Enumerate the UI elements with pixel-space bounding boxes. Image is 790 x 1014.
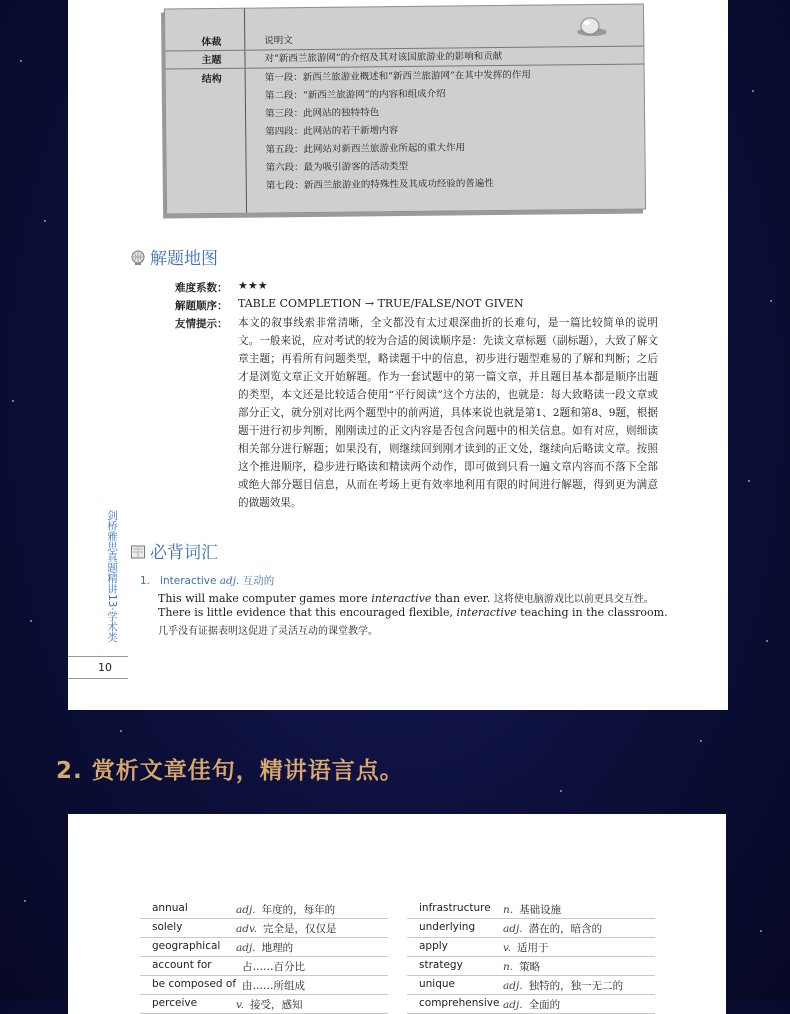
book-icon <box>130 544 146 560</box>
example-sentence-1: This will make computer games more interactive than ever. 这将使电脑游戏比以前更具交互性。 <box>158 592 654 605</box>
table-row: geographical adj. 地理的 <box>140 938 388 957</box>
book-page-top <box>68 0 728 710</box>
book-side-title: 剑桥雅思真题精讲13·学术类 <box>106 510 118 643</box>
difficulty-label: 难度系数： <box>175 282 228 294</box>
summary-row-para4: 第四段：此网站的若干新增内容 <box>265 125 399 138</box>
summary-row-para6: 第六段：最为吸引游客的活动类型 <box>265 160 409 174</box>
tips-label: 友情提示： <box>175 318 228 330</box>
word-table-left <box>140 900 388 1014</box>
word-table-right <box>407 900 655 1014</box>
globe-icon <box>130 250 146 266</box>
summary-row-genre: 体裁 说明文 <box>165 29 643 52</box>
table-row: perceive v. 接受，感知 <box>140 995 388 1014</box>
divider <box>68 656 128 657</box>
section-heading: 2. 赏析文章佳句，精讲语言点。 <box>56 758 404 784</box>
table-row: infrastructure n. 基础设施 <box>407 900 655 919</box>
table-row: apply v. 适用于 <box>407 938 655 957</box>
summary-row-para5: 第五段：此网站对新西兰旅游业所起的重大作用 <box>265 142 465 156</box>
pushpin-icon <box>572 16 608 38</box>
summary-row-structure: 结构 第一段：新西兰旅游业概述和“新西兰旅游网”在其中发挥的作用 <box>201 69 531 86</box>
table-row: solely adv. 完全是，仅仅是 <box>140 919 388 938</box>
table-row: unique adj. 独特的，独一无二的 <box>407 976 655 995</box>
divider <box>68 678 128 679</box>
table-row: strategy n. 策略 <box>407 957 655 976</box>
difficulty-stars: ★★★ <box>238 279 268 292</box>
book-page-bottom <box>68 814 726 1014</box>
table-row: underlying adj. 潜在的，暗含的 <box>407 919 655 938</box>
table-row: comprehensive adj. 全面的 <box>407 995 655 1014</box>
summary-row-topic: 主题 对“新西兰旅游网”的介绍及其对该国旅游业的影响和贡献 <box>165 47 643 70</box>
summary-row-para3: 第三段：此网站的独特特色 <box>264 107 380 120</box>
table-row: account for 占……百分比 <box>140 957 388 976</box>
summary-row-para7: 第七段：新西兰旅游业的特殊性及其成功经验的普遍性 <box>265 178 494 192</box>
vocab-heading: 必背词汇 <box>130 538 218 563</box>
vocab-entry: 1. interactive adj. 互动的 <box>140 575 275 587</box>
tips-text: 本文的叙事线索非常清晰，全文都没有太过艰深曲折的长难句，是一篇比较简单的说明文。一般来说，应对考试的较为合适的阅读顺序是：先读文章标题（副标题），大致了解文章主题；再看所有问题类型，略读题干中的信息，初步进行题型难易的了解和判断；之后才是浏览文章正文开始解题。作为一套试题中的第一篇文章，并且题目基本都是顺序出题的类型，本文还是比较适合使用“平行阅读”这个方法的，也就是：每大致略读一段文章或部分正文，就分别对比两个题型中的前两道，具体来说也就是第1、2题和第8、9题，根据题干进行初步判断，刚刚读过的正文内容是否包含问题中的相关信息。如有对应，则细读相关部分进行解题；如果没有，则继续回到刚才读到的正文处，继续向后略读文章。按照这个推进顺序，稳步进行略读和精读两个动作，即可做到只看一遍文章内容而不落下全部或绝大部分题目信息，从而在考场上更有效率地利用有限的时间进行解题，得到更为满意的做题效果。 <box>238 317 658 509</box>
table-row: be composed of 由……所组成 <box>140 976 388 995</box>
order-value: TABLE COMPLETION → TRUE/FALSE/NOT GIVEN <box>238 297 524 310</box>
page-number: 10 <box>98 661 112 674</box>
summary-row-para2: 第二段：“新西兰旅游网”的内容和组成介绍 <box>264 88 446 102</box>
table-row: annual adj. 年度的，每年的 <box>140 900 388 919</box>
example-sentence-2-translation: 几乎没有证据表明这促进了灵活互动的课堂教学。 <box>158 626 378 637</box>
order-label: 解题顺序： <box>175 300 228 312</box>
solving-map-heading: 解题地图 <box>130 244 218 269</box>
example-sentence-2: There is little evidence that this encouraged flexible, interactive teaching in the classroom. <box>158 606 668 619</box>
